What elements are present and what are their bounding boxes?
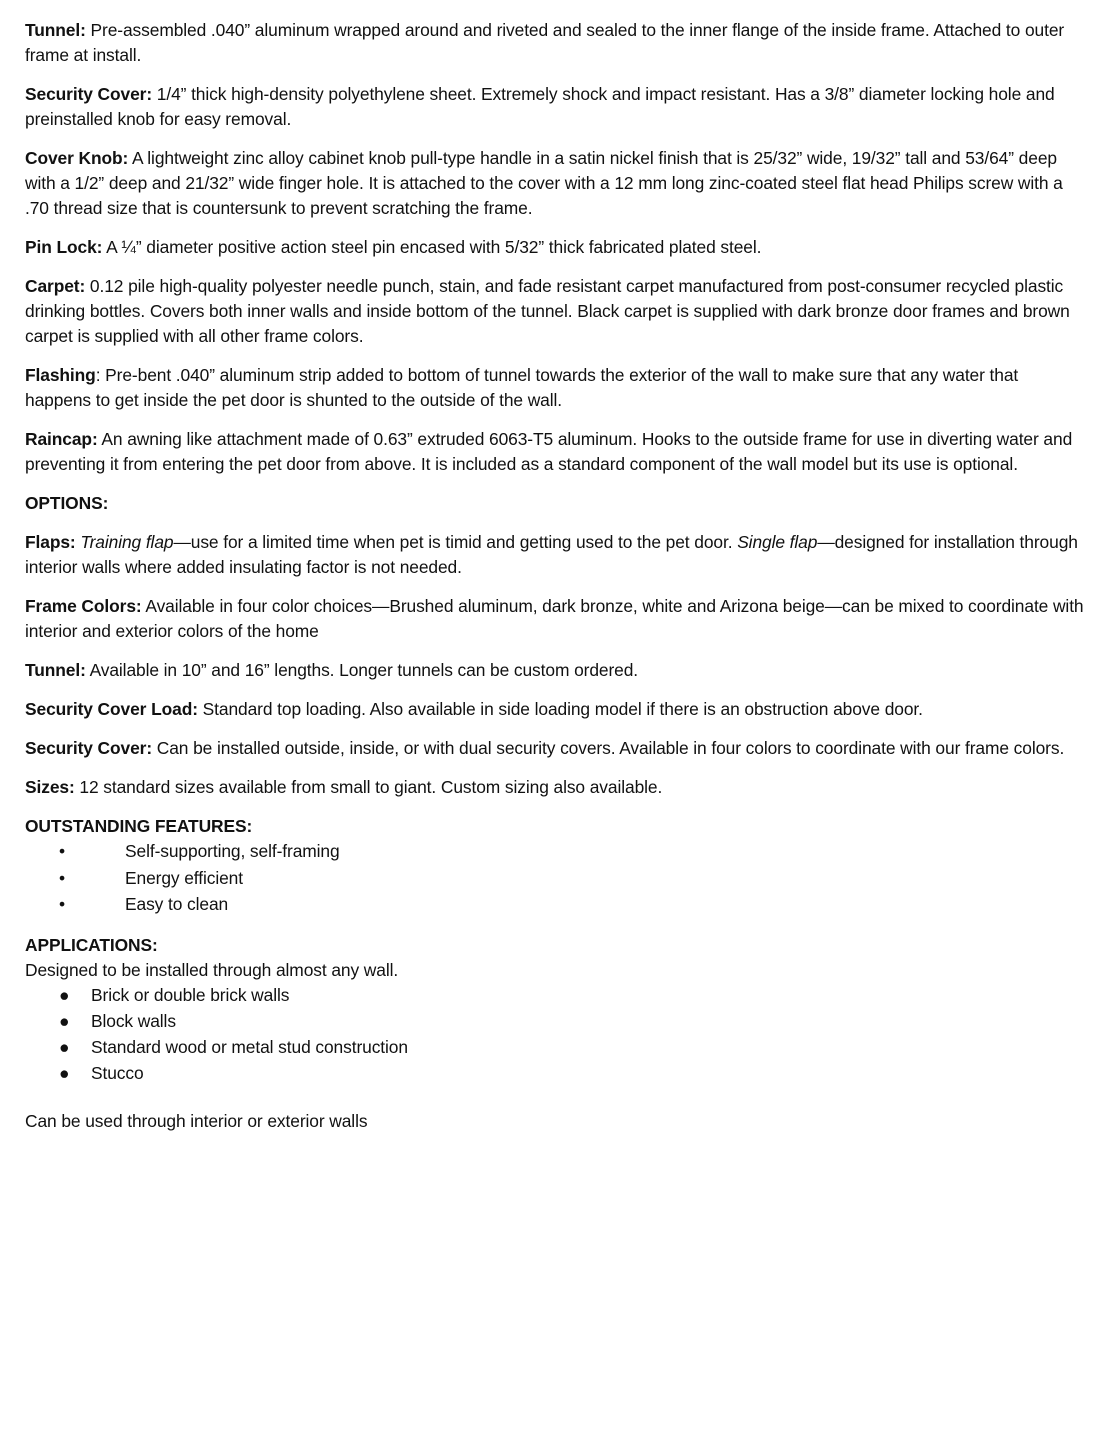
options-heading: OPTIONS:	[25, 493, 109, 513]
bullet-icon: ●	[59, 1036, 70, 1057]
option-flaps: Flaps: Training flap—use for a limited time when pet is timid and getting used to the pet door. Single flap—designed for installation through interior walls where added insulating factor is not needed.	[25, 532, 1078, 577]
bullet-icon: ●	[59, 984, 70, 1005]
features-heading: OUTSTANDING FEATURES:	[25, 816, 253, 836]
list-item: • Energy efficient	[25, 866, 1087, 893]
applications-heading: APPLICATIONS:	[25, 934, 158, 955]
spec-carpet: Carpet: 0.12 pile high-quality polyester needle punch, stain, and fade resistant carpet manufactured from post-consumer recycled plastic drinking bottles. Covers both inner walls and inside bottom of the tunnel. Black carpet is supplied with dark bronze door frames and brown carpet is supplied with all other frame colors.	[25, 276, 1070, 346]
option-security-cover-load: Security Cover Load: Standard top loading. Also available in side loading model if there is an obstruction above door.	[25, 699, 923, 719]
list-item: ● Brick or double brick walls	[25, 983, 1087, 1009]
list-item: ● Stucco	[25, 1061, 1087, 1087]
bullet-icon: •	[59, 894, 65, 914]
list-item: • Easy to clean	[25, 892, 1087, 919]
spec-tunnel: Tunnel: Pre-assembled .040” aluminum wrapped around and riveted and sealed to the inner flange of the inside frame. Attached to outer frame at install.	[25, 20, 1065, 65]
applications-list	[25, 983, 1087, 1087]
option-frame-colors: Frame Colors: Available in four color choices—Brushed aluminum, dark bronze, white and Arizona beige—can be mixed to coordinate with interior and exterior colors of the home	[25, 596, 1084, 641]
bullet-icon: ●	[59, 1010, 70, 1031]
option-security-cover: Security Cover: Can be installed outside, inside, or with dual security covers. Available in four colors to coordinate with our frame colors.	[25, 738, 1065, 758]
spec-pin-lock: Pin Lock: A ¼” diameter positive action steel pin encased with 5/32” thick fabricated plated steel.	[25, 237, 762, 257]
list-item: ● Block walls	[25, 1009, 1087, 1035]
bullet-icon: •	[59, 841, 65, 861]
option-tunnel: Tunnel: Available in 10” and 16” lengths. Longer tunnels can be custom ordered.	[25, 660, 639, 680]
applications-intro: Designed to be installed through almost any wall.	[25, 959, 399, 980]
list-item: ● Standard wood or metal stud construction	[25, 1035, 1087, 1061]
spec-security-cover: Security Cover: 1/4” thick high-density polyethylene sheet. Extremely shock and impact resistant. Has a 3/8” diameter locking hole and preinstalled knob for easy removal.	[25, 84, 1055, 129]
option-sizes: Sizes: 12 standard sizes available from small to giant. Custom sizing also available.	[25, 777, 663, 797]
spec-cover-knob: Cover Knob: A lightweight zinc alloy cabinet knob pull-type handle in a satin nickel finish that is 25/32” wide, 19/32” tall and 53/64” deep with a 1/2” deep and 21/32” wide finger hole. It is attached to the cover with a 12 mm long zinc-coated steel flat head Philips screw with a .70 thread size that is countersunk to prevent scratching the frame.	[25, 148, 1063, 218]
bullet-icon: ●	[59, 1062, 70, 1083]
footer-note: Can be used through interior or exterior walls	[25, 1110, 368, 1131]
bullet-icon: •	[59, 867, 65, 888]
spec-flashing: Flashing: Pre-bent .040” aluminum strip added to bottom of tunnel towards the exterior of the wall to make sure that any water that happens to get inside the pet door is shunted to the outside of the wall.	[25, 365, 1019, 410]
features-list	[25, 839, 1087, 919]
list-item: • Self-supporting, self-framing	[25, 839, 1087, 866]
spec-raincap: Raincap: An awning like attachment made of 0.63” extruded 6063-T5 aluminum. Hooks to the outside frame for use in diverting water and preventing it from entering the pet door from above. It is included as a standard component of the wall model but its use is optional.	[25, 429, 1073, 474]
